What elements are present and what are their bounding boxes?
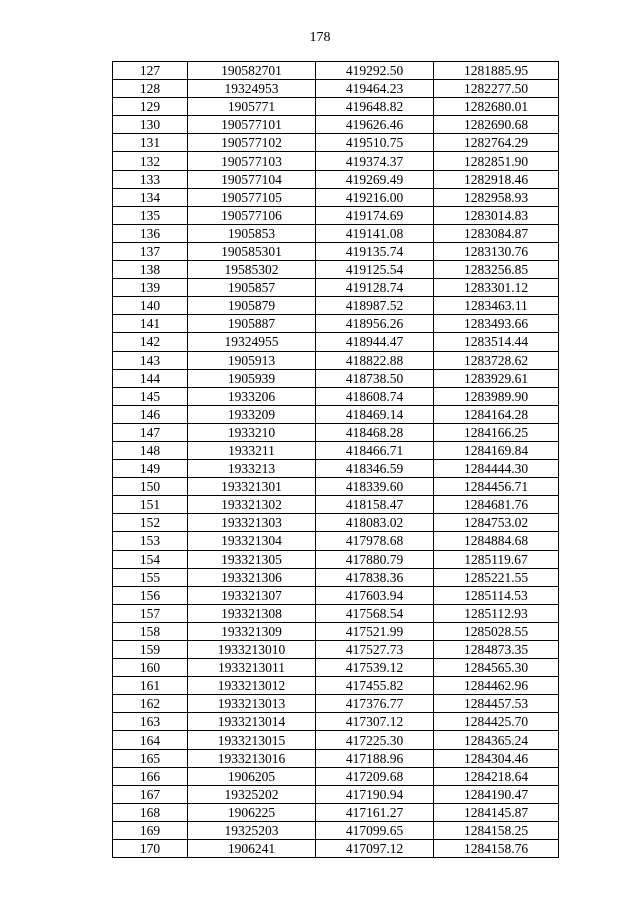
table-row <box>113 170 559 188</box>
y-coordinate-cell: 1284753.02 <box>434 514 559 532</box>
point-id-cell: 1905887 <box>188 315 316 333</box>
point-number-cell: 144 <box>113 369 188 387</box>
y-coordinate-cell: 1285114.53 <box>434 586 559 604</box>
point-number-cell: 135 <box>113 206 188 224</box>
point-number-cell: 128 <box>113 80 188 98</box>
point-id-cell: 190577103 <box>188 152 316 170</box>
point-id-cell: 1933206 <box>188 387 316 405</box>
point-number-cell: 148 <box>113 441 188 459</box>
table-row <box>113 423 559 441</box>
y-coordinate-cell: 1284365.24 <box>434 731 559 749</box>
point-id-cell: 1905939 <box>188 369 316 387</box>
table-row <box>113 80 559 98</box>
x-coordinate-cell: 419648.82 <box>316 98 434 116</box>
x-coordinate-cell: 417161.27 <box>316 803 434 821</box>
table-row <box>113 441 559 459</box>
x-coordinate-cell: 419464.23 <box>316 80 434 98</box>
coordinates-table <box>112 61 559 858</box>
table-row <box>113 62 559 80</box>
point-id-cell: 190577104 <box>188 170 316 188</box>
y-coordinate-cell: 1284873.35 <box>434 641 559 659</box>
x-coordinate-cell: 418469.14 <box>316 405 434 423</box>
y-coordinate-cell: 1283728.62 <box>434 351 559 369</box>
table-row <box>113 206 559 224</box>
point-id-cell: 1905853 <box>188 224 316 242</box>
x-coordinate-cell: 419374.37 <box>316 152 434 170</box>
y-coordinate-cell: 1283463.11 <box>434 297 559 315</box>
point-id-cell: 1933213015 <box>188 731 316 749</box>
table-row <box>113 496 559 514</box>
point-id-cell: 190577102 <box>188 134 316 152</box>
y-coordinate-cell: 1284218.64 <box>434 767 559 785</box>
point-number-cell: 154 <box>113 550 188 568</box>
point-id-cell: 1933213 <box>188 460 316 478</box>
table-row <box>113 840 559 858</box>
table-row <box>113 242 559 260</box>
point-id-cell: 1905771 <box>188 98 316 116</box>
x-coordinate-cell: 417097.12 <box>316 840 434 858</box>
y-coordinate-cell: 1282690.68 <box>434 116 559 134</box>
table-row <box>113 315 559 333</box>
x-coordinate-cell: 418346.59 <box>316 460 434 478</box>
table-row <box>113 116 559 134</box>
point-number-cell: 146 <box>113 405 188 423</box>
y-coordinate-cell: 1284169.84 <box>434 441 559 459</box>
point-number-cell: 149 <box>113 460 188 478</box>
table-row <box>113 659 559 677</box>
x-coordinate-cell: 418738.50 <box>316 369 434 387</box>
y-coordinate-cell: 1284456.71 <box>434 478 559 496</box>
y-coordinate-cell: 1284145.87 <box>434 803 559 821</box>
y-coordinate-cell: 1284164.28 <box>434 405 559 423</box>
point-number-cell: 150 <box>113 478 188 496</box>
point-number-cell: 151 <box>113 496 188 514</box>
point-id-cell: 193321301 <box>188 478 316 496</box>
table-row <box>113 333 559 351</box>
table-row <box>113 478 559 496</box>
point-number-cell: 166 <box>113 767 188 785</box>
point-id-cell: 19585302 <box>188 261 316 279</box>
y-coordinate-cell: 1284166.25 <box>434 423 559 441</box>
y-coordinate-cell: 1283256.85 <box>434 261 559 279</box>
table-row <box>113 460 559 478</box>
point-number-cell: 127 <box>113 62 188 80</box>
point-id-cell: 1933213011 <box>188 659 316 677</box>
y-coordinate-cell: 1284158.25 <box>434 821 559 839</box>
table-row <box>113 514 559 532</box>
x-coordinate-cell: 417568.54 <box>316 604 434 622</box>
point-number-cell: 132 <box>113 152 188 170</box>
point-id-cell: 1933213013 <box>188 695 316 713</box>
x-coordinate-cell: 418466.71 <box>316 441 434 459</box>
table-row <box>113 188 559 206</box>
y-coordinate-cell: 1283084.87 <box>434 224 559 242</box>
x-coordinate-cell: 417978.68 <box>316 532 434 550</box>
point-id-cell: 19325202 <box>188 785 316 803</box>
x-coordinate-cell: 419141.08 <box>316 224 434 242</box>
y-coordinate-cell: 1284304.46 <box>434 749 559 767</box>
x-coordinate-cell: 418158.47 <box>316 496 434 514</box>
point-id-cell: 193321303 <box>188 514 316 532</box>
point-id-cell: 190585301 <box>188 242 316 260</box>
point-id-cell: 190577105 <box>188 188 316 206</box>
point-number-cell: 167 <box>113 785 188 803</box>
point-id-cell: 193321305 <box>188 550 316 568</box>
table-row <box>113 604 559 622</box>
x-coordinate-cell: 419174.69 <box>316 206 434 224</box>
point-number-cell: 138 <box>113 261 188 279</box>
y-coordinate-cell: 1284462.96 <box>434 677 559 695</box>
y-coordinate-cell: 1284565.30 <box>434 659 559 677</box>
y-coordinate-cell: 1283514.44 <box>434 333 559 351</box>
x-coordinate-cell: 419216.00 <box>316 188 434 206</box>
table-row <box>113 713 559 731</box>
point-number-cell: 164 <box>113 731 188 749</box>
y-coordinate-cell: 1283014.83 <box>434 206 559 224</box>
y-coordinate-cell: 1284444.30 <box>434 460 559 478</box>
point-number-cell: 169 <box>113 821 188 839</box>
x-coordinate-cell: 417225.30 <box>316 731 434 749</box>
x-coordinate-cell: 417521.99 <box>316 622 434 640</box>
point-number-cell: 139 <box>113 279 188 297</box>
table-row <box>113 622 559 640</box>
point-number-cell: 157 <box>113 604 188 622</box>
y-coordinate-cell: 1285119.67 <box>434 550 559 568</box>
x-coordinate-cell: 417099.65 <box>316 821 434 839</box>
point-id-cell: 1905857 <box>188 279 316 297</box>
x-coordinate-cell: 418083.02 <box>316 514 434 532</box>
x-coordinate-cell: 418339.60 <box>316 478 434 496</box>
table-row <box>113 785 559 803</box>
table-row <box>113 369 559 387</box>
point-id-cell: 193321307 <box>188 586 316 604</box>
point-number-cell: 136 <box>113 224 188 242</box>
point-id-cell: 1933213014 <box>188 713 316 731</box>
table-row <box>113 695 559 713</box>
y-coordinate-cell: 1285221.55 <box>434 568 559 586</box>
point-id-cell: 193321306 <box>188 568 316 586</box>
table-row <box>113 677 559 695</box>
table-row <box>113 767 559 785</box>
point-number-cell: 131 <box>113 134 188 152</box>
point-id-cell: 1933213012 <box>188 677 316 695</box>
x-coordinate-cell: 419128.74 <box>316 279 434 297</box>
table-row <box>113 586 559 604</box>
point-number-cell: 152 <box>113 514 188 532</box>
point-id-cell: 19324955 <box>188 333 316 351</box>
y-coordinate-cell: 1282918.46 <box>434 170 559 188</box>
x-coordinate-cell: 417838.36 <box>316 568 434 586</box>
table-row <box>113 568 559 586</box>
point-number-cell: 134 <box>113 188 188 206</box>
table-row <box>113 749 559 767</box>
y-coordinate-cell: 1284884.68 <box>434 532 559 550</box>
point-number-cell: 160 <box>113 659 188 677</box>
point-number-cell: 130 <box>113 116 188 134</box>
x-coordinate-cell: 417209.68 <box>316 767 434 785</box>
table-row <box>113 821 559 839</box>
y-coordinate-cell: 1282764.29 <box>434 134 559 152</box>
point-id-cell: 193321304 <box>188 532 316 550</box>
point-number-cell: 158 <box>113 622 188 640</box>
x-coordinate-cell: 419626.46 <box>316 116 434 134</box>
table-row <box>113 550 559 568</box>
x-coordinate-cell: 419510.75 <box>316 134 434 152</box>
x-coordinate-cell: 419135.74 <box>316 242 434 260</box>
x-coordinate-cell: 418987.52 <box>316 297 434 315</box>
point-id-cell: 1905879 <box>188 297 316 315</box>
x-coordinate-cell: 417376.77 <box>316 695 434 713</box>
table-row <box>113 279 559 297</box>
x-coordinate-cell: 419125.54 <box>316 261 434 279</box>
x-coordinate-cell: 418608.74 <box>316 387 434 405</box>
point-id-cell: 1905913 <box>188 351 316 369</box>
point-number-cell: 163 <box>113 713 188 731</box>
x-coordinate-cell: 417539.12 <box>316 659 434 677</box>
point-id-cell: 1906241 <box>188 840 316 858</box>
point-id-cell: 1933213010 <box>188 641 316 659</box>
table-row <box>113 134 559 152</box>
x-coordinate-cell: 417455.82 <box>316 677 434 695</box>
point-id-cell: 193321308 <box>188 604 316 622</box>
y-coordinate-cell: 1284190.47 <box>434 785 559 803</box>
point-number-cell: 162 <box>113 695 188 713</box>
point-number-cell: 156 <box>113 586 188 604</box>
table-row <box>113 297 559 315</box>
table-row <box>113 152 559 170</box>
point-number-cell: 168 <box>113 803 188 821</box>
point-number-cell: 170 <box>113 840 188 858</box>
table-row <box>113 803 559 821</box>
point-id-cell: 190577106 <box>188 206 316 224</box>
y-coordinate-cell: 1284158.76 <box>434 840 559 858</box>
point-number-cell: 137 <box>113 242 188 260</box>
x-coordinate-cell: 419269.49 <box>316 170 434 188</box>
point-number-cell: 140 <box>113 297 188 315</box>
point-number-cell: 133 <box>113 170 188 188</box>
point-number-cell: 155 <box>113 568 188 586</box>
point-id-cell: 19325203 <box>188 821 316 839</box>
y-coordinate-cell: 1283130.76 <box>434 242 559 260</box>
table-row <box>113 641 559 659</box>
y-coordinate-cell: 1283493.66 <box>434 315 559 333</box>
x-coordinate-cell: 417307.12 <box>316 713 434 731</box>
point-id-cell: 1906225 <box>188 803 316 821</box>
point-id-cell: 1933213016 <box>188 749 316 767</box>
y-coordinate-cell: 1285112.93 <box>434 604 559 622</box>
x-coordinate-cell: 417880.79 <box>316 550 434 568</box>
y-coordinate-cell: 1282958.93 <box>434 188 559 206</box>
point-id-cell: 19324953 <box>188 80 316 98</box>
point-number-cell: 129 <box>113 98 188 116</box>
y-coordinate-cell: 1283989.90 <box>434 387 559 405</box>
x-coordinate-cell: 418468.28 <box>316 423 434 441</box>
table-row <box>113 351 559 369</box>
point-id-cell: 1933209 <box>188 405 316 423</box>
point-number-cell: 143 <box>113 351 188 369</box>
coordinates-table-body <box>113 62 559 858</box>
point-number-cell: 142 <box>113 333 188 351</box>
y-coordinate-cell: 1285028.55 <box>434 622 559 640</box>
y-coordinate-cell: 1281885.95 <box>434 62 559 80</box>
point-id-cell: 193321309 <box>188 622 316 640</box>
y-coordinate-cell: 1282277.50 <box>434 80 559 98</box>
point-number-cell: 153 <box>113 532 188 550</box>
x-coordinate-cell: 417527.73 <box>316 641 434 659</box>
x-coordinate-cell: 418822.88 <box>316 351 434 369</box>
table-row <box>113 731 559 749</box>
y-coordinate-cell: 1284425.70 <box>434 713 559 731</box>
y-coordinate-cell: 1284681.76 <box>434 496 559 514</box>
y-coordinate-cell: 1283929.61 <box>434 369 559 387</box>
y-coordinate-cell: 1284457.53 <box>434 695 559 713</box>
y-coordinate-cell: 1283301.12 <box>434 279 559 297</box>
x-coordinate-cell: 418944.47 <box>316 333 434 351</box>
x-coordinate-cell: 418956.26 <box>316 315 434 333</box>
point-id-cell: 1933211 <box>188 441 316 459</box>
point-id-cell: 190577101 <box>188 116 316 134</box>
point-number-cell: 145 <box>113 387 188 405</box>
page-number: 178 <box>309 30 331 45</box>
x-coordinate-cell: 417603.94 <box>316 586 434 604</box>
point-id-cell: 193321302 <box>188 496 316 514</box>
point-id-cell: 1933210 <box>188 423 316 441</box>
point-number-cell: 147 <box>113 423 188 441</box>
x-coordinate-cell: 417190.94 <box>316 785 434 803</box>
table-row <box>113 98 559 116</box>
point-id-cell: 1906205 <box>188 767 316 785</box>
table-row <box>113 405 559 423</box>
point-number-cell: 141 <box>113 315 188 333</box>
point-number-cell: 161 <box>113 677 188 695</box>
table-row <box>113 532 559 550</box>
table-row <box>113 261 559 279</box>
table-row <box>113 387 559 405</box>
y-coordinate-cell: 1282680.01 <box>434 98 559 116</box>
y-coordinate-cell: 1282851.90 <box>434 152 559 170</box>
x-coordinate-cell: 417188.96 <box>316 749 434 767</box>
point-number-cell: 159 <box>113 641 188 659</box>
point-id-cell: 190582701 <box>188 62 316 80</box>
point-number-cell: 165 <box>113 749 188 767</box>
table-row <box>113 224 559 242</box>
x-coordinate-cell: 419292.50 <box>316 62 434 80</box>
